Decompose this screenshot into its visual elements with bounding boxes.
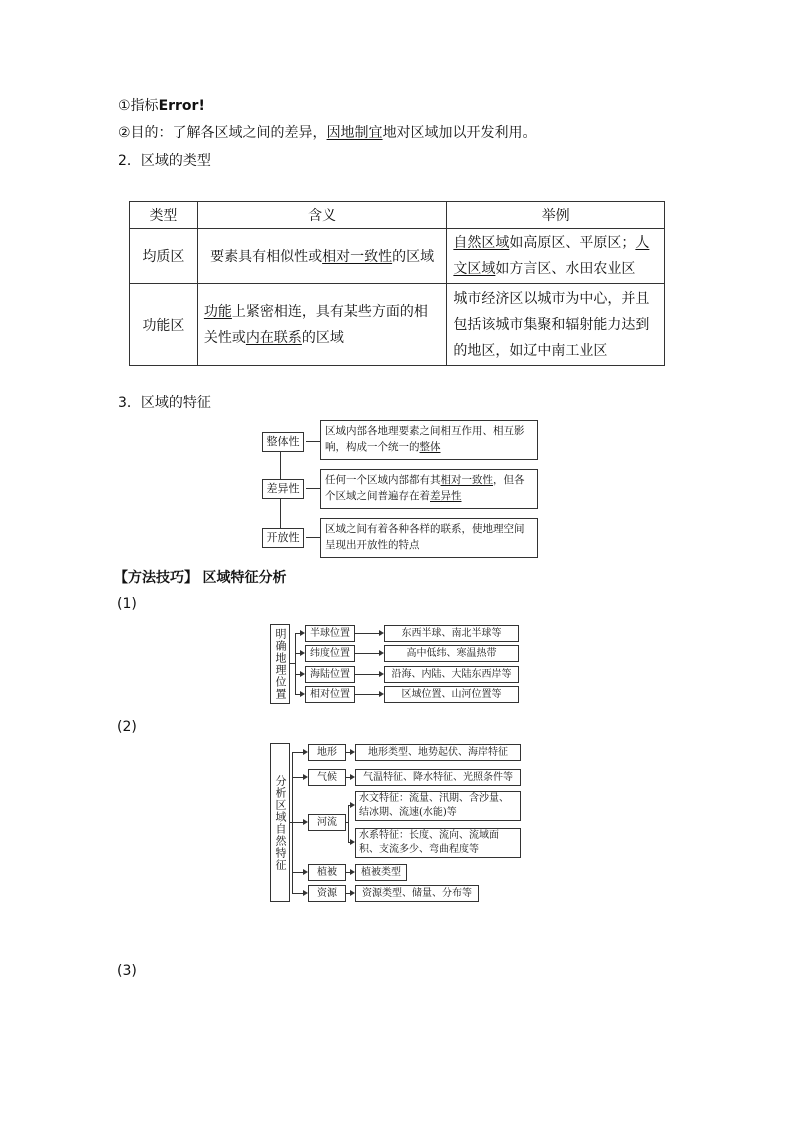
natural-desc: 资源类型、储量、分布等	[355, 885, 479, 902]
table-cell-example	[447, 229, 665, 284]
example-text: 如高原区、平原区；	[509, 235, 636, 251]
natural-desc: 水文特征：流量、汛期、含沙量、结冰期、流速(水能)等	[355, 791, 521, 821]
example-underlined: 自然区域	[453, 235, 510, 251]
table-header: 举例	[447, 202, 665, 229]
diagram-1-root: 明确地理位置	[270, 624, 290, 704]
meaning-underlined: 内在联系	[245, 329, 302, 346]
location-desc: 高中低纬、寒温热带	[384, 645, 519, 662]
location-item: 半球位置	[305, 625, 355, 642]
purpose-underlined: 因地制宜	[326, 125, 383, 141]
location-desc: 沿海、内陆、大陆东西岸等	[384, 666, 519, 683]
table-cell-type: 均质区	[130, 229, 198, 284]
feature-name: 开放性	[262, 528, 304, 548]
meaning-text: 的区域	[392, 249, 435, 265]
natural-item: 气候	[308, 769, 346, 786]
method-heading	[114, 568, 286, 588]
feature-name: 整体性	[262, 432, 304, 452]
feature-desc-underlined: 差异性	[430, 490, 462, 502]
table-header-row	[130, 202, 665, 229]
table-cell-example: 城市经济区以城市为中心，并且包括该城市集聚和辐射能力达到的地区，如辽中南工业区	[447, 284, 665, 366]
feature-desc-underlined: 相对一致性	[440, 474, 493, 486]
indicator-label: ①指标	[118, 98, 159, 114]
location-item: 海陆位置	[305, 666, 355, 683]
natural-item: 地形	[308, 744, 346, 761]
natural-desc: 地形类型、地势起伏、海岸特征	[355, 744, 521, 761]
feature-desc	[320, 469, 538, 509]
diagram-3-label: (3)	[117, 963, 137, 979]
meaning-underlined: 相对一致性	[322, 249, 393, 265]
table-header: 含义	[197, 202, 447, 229]
region-types-table	[129, 201, 665, 366]
meaning-text: 的区域	[301, 329, 344, 346]
natural-desc: 水系特征：长度、流向、流域面积、支流多少、弯曲程度等	[355, 828, 521, 858]
heading-region-features: 3．区域的特征	[118, 395, 211, 411]
feature-name: 差异性	[262, 479, 304, 499]
table-row	[130, 229, 665, 284]
feature-desc	[320, 420, 538, 460]
method-title: 【方法技巧】	[114, 570, 198, 586]
location-item: 纬度位置	[305, 645, 355, 662]
purpose-text-2: 地对区域加以开发利用。	[382, 125, 537, 141]
natural-desc: 气温特征、降水特征、光照条件等	[355, 769, 521, 786]
purpose-line	[118, 123, 537, 143]
feature-desc-underlined: 整体	[419, 441, 441, 453]
table-header: 类型	[130, 202, 198, 229]
meaning-underlined: 功能	[203, 303, 232, 320]
location-item: 相对位置	[305, 686, 355, 703]
method-subtitle: 区域特征分析	[202, 570, 287, 586]
diagram-1-label: (1)	[117, 596, 137, 612]
table-cell-meaning	[197, 284, 447, 366]
natural-desc: 植被类型	[355, 864, 407, 881]
feature-desc-text: 区域内部各地理要素之间相互作用、相互影响，构成一个统一的	[325, 425, 525, 453]
natural-item: 河流	[308, 814, 346, 831]
table-cell-meaning	[197, 229, 447, 284]
feature-desc: 区域之间有着各种各样的联系，使地理空间呈现出开放性的特点	[320, 518, 538, 558]
feature-desc-text: 任何一个区域内部都有其	[325, 474, 441, 486]
meaning-text: 要素具有相似性或	[210, 249, 323, 265]
natural-item: 资源	[308, 885, 346, 902]
heading-region-types: 2．区域的类型	[118, 153, 211, 169]
error-text: Error!	[158, 98, 205, 114]
feature-desc-text: ，但各个区域之间普遍存在着	[325, 474, 525, 502]
table-row	[130, 284, 665, 366]
location-desc: 区域位置、山河位置等	[384, 686, 519, 703]
meaning-text: 上紧密相连，具有某些方面的相关性或	[203, 303, 428, 346]
diagram-2-label: (2)	[117, 719, 137, 735]
diagram-2-root: 分析区域自然特征	[270, 743, 290, 902]
indicator-line	[118, 96, 205, 116]
purpose-text-1: ②目的：了解各区域之间的差异，	[118, 125, 327, 141]
example-text: 如方言区、水田农业区	[495, 261, 636, 277]
example-underlined: 人文区域	[453, 235, 650, 277]
natural-item: 植被	[308, 864, 346, 881]
table-cell-type: 功能区	[130, 284, 198, 366]
location-desc: 东西半球、南北半球等	[384, 625, 519, 642]
